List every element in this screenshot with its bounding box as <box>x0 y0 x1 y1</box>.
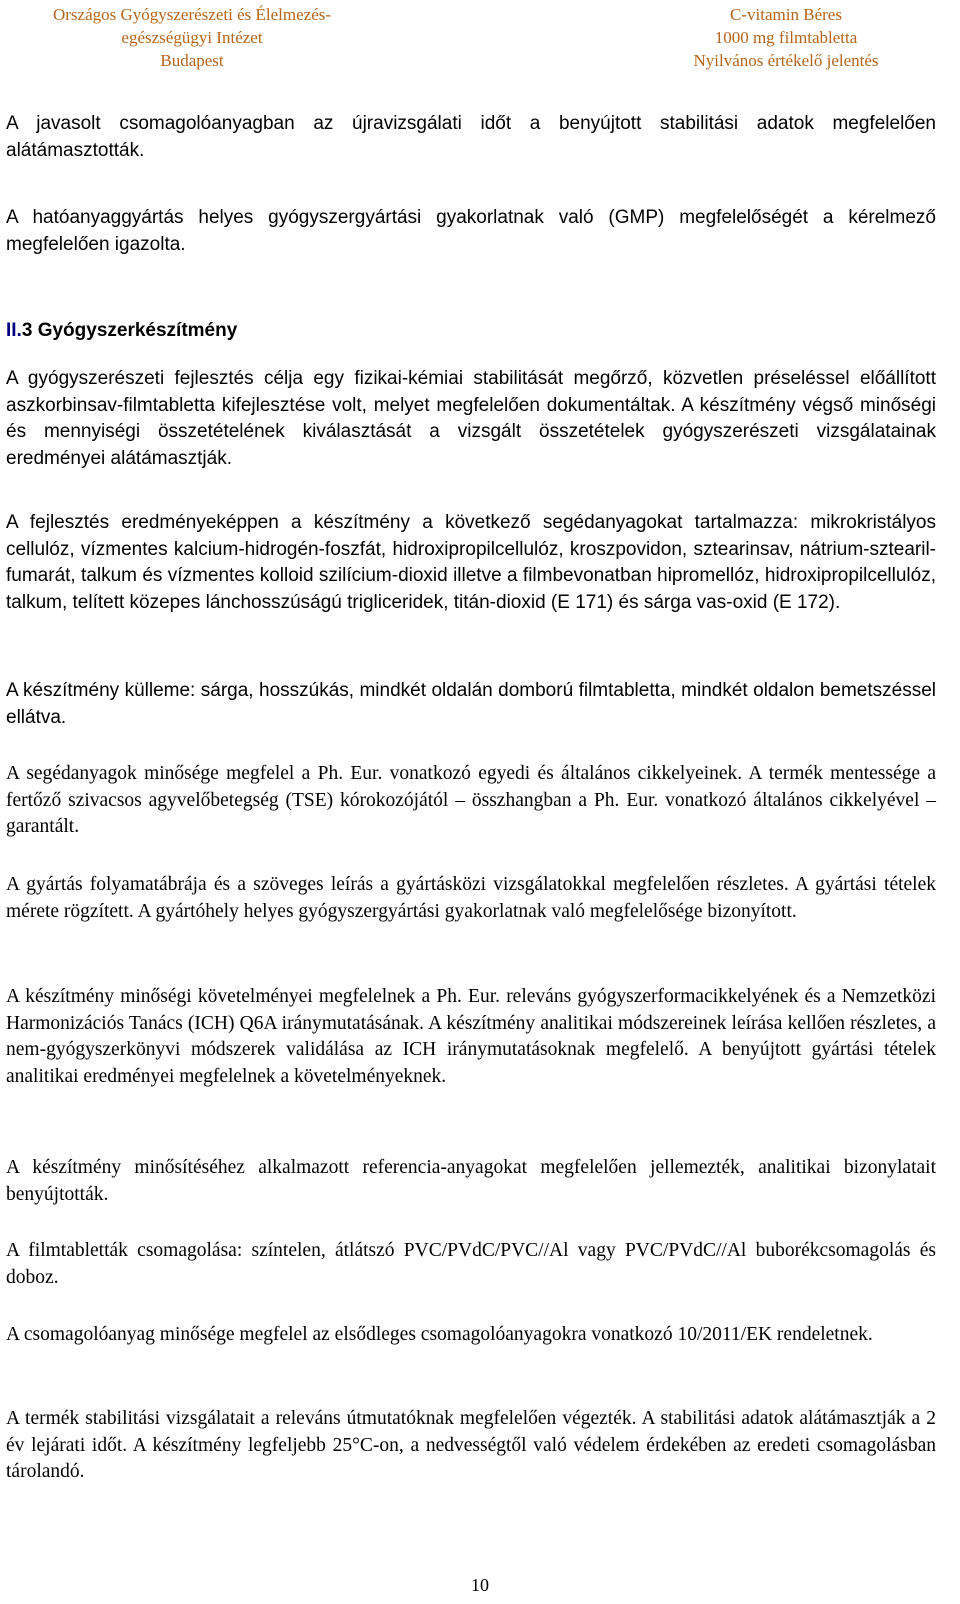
section-paragraph-5: A gyártás folyamatábrája és a szöveges leírás a gyártásközi vizsgálatokkal megfelelően részletes. A gyártási tételek mérete rögzített. A gyártóhely helyes gyógyszergyártási gyakorlatnak való megfelelősége bizonyított. <box>6 874 936 922</box>
header-product-line-1: C-vitamin Béres <box>730 5 842 24</box>
header-institute-line-2: egészségügyi Intézet <box>121 28 263 47</box>
page-number: 10 <box>471 1575 489 1595</box>
section-paragraph-4: A segédanyagok minősége megfelel a Ph. Eur. vonatkozó egyedi és általános cikkelyeinek. A termék mentessége a fertőző szivacsos agyvelőbetegség (TSE) kórokozójától – összhangban a Ph. Eur. vonatkozó általános cikkelyével – garantált. <box>6 763 936 837</box>
section-paragraph-1: A gyógyszerészeti fejlesztés célja egy fizikai-kémiai stabilitását megőrző, közvetlen préseléssel előállított aszkorbinsav-filmtabletta kifejlesztése volt, melyet megfelelően dokumentáltak. A készítmény végső minőségi és mennyiségi összetételének kiválasztását a vizsgált összetételek gyógyszerészeti vizsgálatainak eredményei alátámasztják. <box>6 368 936 469</box>
intro-paragraph-1: A javasolt csomagolóanyagban az újravizsgálati időt a benyújtott stabilitási adatok megfelelően alátámasztották. <box>6 113 936 161</box>
header-product <box>618 3 954 72</box>
section-heading-title: 3 Gyógyszerkészítmény <box>21 320 238 341</box>
page-header <box>0 0 960 80</box>
section-heading <box>6 318 936 344</box>
header-product-line-3: Nyilvános értékelő jelentés <box>693 51 879 70</box>
header-institute-line-3: Budapest <box>160 51 224 70</box>
header-product-line-2: 1000 mg filmtabletta <box>714 28 858 47</box>
section-paragraph-2: A fejlesztés eredményeképpen a készítmény a következő segédanyagokat tartalmazza: mikrokristályos cellulóz, vízmentes kalcium-hidrogén-foszfát, hidroxipropilcellulóz, kroszpovidon, sztearinsav, nátrium-sztearil-fumarát, talkum és vízmentes kolloid szilícium-dioxid illetve a filmbevonatban hipromellóz, hidroxipropilcellulóz, talkum, telített közepes lánchosszúságú trigliceridek, titán-dioxid (E 171) és sárga vas-oxid (E 172). <box>6 512 936 613</box>
section-paragraph-6: A készítmény minőségi követelményei megfelelnek a Ph. Eur. releváns gyógyszerformacikkelyének és a Nemzetközi Harmonizációs Tanács (ICH) Q6A iránymutatásának. A készítmény analitikai módszereinek leírása kellően részletes, a nem-gyógyszerkönyvi módszerek validálása az ICH iránymutatásoknak megfelelő. A benyújtott gyártási tételek analitikai eredményei megfelelnek a követelményeknek. <box>6 986 936 1087</box>
section-heading-number: II. <box>6 320 22 341</box>
section-paragraph-9: A csomagolóanyag minősége megfelel az elsődleges csomagolóanyagokra vonatkozó 10/2011/EK rendeletnek. <box>6 1324 873 1345</box>
section-paragraph-7: A készítmény minősítéséhez alkalmazott referencia-anyagokat megfelelően jellemezték, analitikai bizonylatait benyújtották. <box>6 1157 936 1205</box>
header-institute <box>2 3 382 72</box>
section-paragraph-3: A készítmény külleme: sárga, hosszúkás, mindkét oldalán domború filmtabletta, mindkét oldalon bemetszéssel ellátva. <box>6 680 936 728</box>
section-paragraph-10: A termék stabilitási vizsgálatait a releváns útmutatóknak megfelelően végezték. A stabilitási adatok alátámasztják a 2 év lejárati időt. A készítmény legfeljebb 25°C-on, a nedvességtől való védelem érdekében az eredeti csomagolásban tárolandó. <box>6 1408 936 1482</box>
header-institute-line-1: Országos Gyógyszerészeti és Élelmezés- <box>52 5 332 24</box>
intro-paragraph-2: A hatóanyaggyártás helyes gyógyszergyártási gyakorlatnak való (GMP) megfelelőségét a kérelmező megfelelően igazolta. <box>6 207 936 255</box>
section-paragraph-8: A filmtabletták csomagolása: színtelen, átlátszó PVC/PVdC/PVC//Al vagy PVC/PVdC//Al buborékcsomagolás és doboz. <box>6 1240 936 1288</box>
